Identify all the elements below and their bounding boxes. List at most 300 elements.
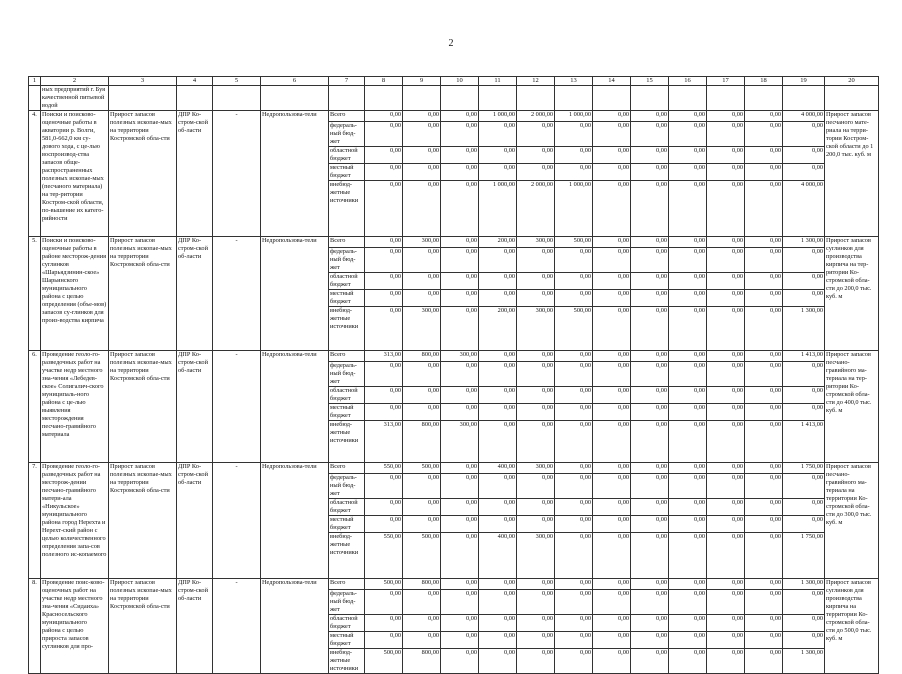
- amount-cell: 1 300,00: [783, 649, 825, 674]
- amount-cell: 1 413,00: [783, 421, 825, 463]
- activity-executor: ДПР Ко-стром-ской об-ласти: [177, 351, 213, 463]
- cell-empty: [403, 86, 441, 111]
- amount-cell: 0,00: [745, 499, 783, 516]
- amount-cell: 0,00: [593, 590, 631, 615]
- amount-cell: 0,00: [365, 111, 403, 122]
- amount-cell: 0,00: [365, 516, 403, 533]
- amount-cell: 0,00: [441, 463, 479, 474]
- amount-cell: 0,00: [555, 463, 593, 474]
- amount-cell: 0,00: [517, 579, 555, 590]
- amount-cell: 0,00: [669, 164, 707, 181]
- column-number: 9: [403, 77, 441, 86]
- amount-cell: 0,00: [631, 248, 669, 273]
- amount-cell: 0,00: [631, 273, 669, 290]
- amount-cell: 0,00: [365, 181, 403, 237]
- amount-cell: 500,00: [555, 237, 593, 248]
- amount-cell: 0,00: [441, 387, 479, 404]
- amount-cell: 0,00: [783, 164, 825, 181]
- amount-cell: 0,00: [441, 499, 479, 516]
- amount-cell: 0,00: [707, 404, 745, 421]
- activity-col5: -: [213, 237, 261, 351]
- amount-cell: 0,00: [365, 273, 403, 290]
- cell-empty: [669, 86, 707, 111]
- amount-cell: 0,00: [365, 147, 403, 164]
- amount-cell: 0,00: [403, 248, 441, 273]
- amount-cell: 0,00: [745, 111, 783, 122]
- amount-cell: 0,00: [745, 351, 783, 362]
- amount-cell: 300,00: [517, 307, 555, 351]
- amount-cell: 0,00: [631, 421, 669, 463]
- amount-cell: 0,00: [631, 122, 669, 147]
- amount-cell: 0,00: [365, 362, 403, 387]
- amount-cell: 0,00: [441, 164, 479, 181]
- activity-executor: ДПР Ко-стром-ской об-ласти: [177, 579, 213, 674]
- expected-result: Прирост запасов песчано-гравийного ма-териала на тер-ритории Ко-стромской обла-сти до 400,0 тыс. куб. м: [825, 351, 879, 463]
- amount-cell: 0,00: [745, 516, 783, 533]
- amount-cell: 0,00: [555, 362, 593, 387]
- funding-source: федераль-ный бюд-жет: [329, 474, 365, 499]
- amount-cell: 0,00: [669, 147, 707, 164]
- amount-cell: 0,00: [517, 499, 555, 516]
- cell-empty: [555, 86, 593, 111]
- activity-number: 8.: [29, 579, 41, 674]
- amount-cell: 0,00: [441, 362, 479, 387]
- amount-cell: 0,00: [593, 237, 631, 248]
- amount-cell: 0,00: [479, 615, 517, 632]
- amount-cell: 0,00: [631, 111, 669, 122]
- amount-cell: 0,00: [707, 590, 745, 615]
- amount-cell: 313,00: [365, 421, 403, 463]
- amount-cell: 300,00: [517, 463, 555, 474]
- amount-cell: 0,00: [555, 632, 593, 649]
- amount-cell: 0,00: [593, 181, 631, 237]
- column-number: 7: [329, 77, 365, 86]
- activity-col5: -: [213, 579, 261, 674]
- amount-cell: 800,00: [403, 579, 441, 590]
- amount-cell: 0,00: [593, 387, 631, 404]
- amount-cell: 0,00: [441, 516, 479, 533]
- amount-cell: 0,00: [707, 632, 745, 649]
- amount-cell: 1 300,00: [783, 307, 825, 351]
- activity-name: Поиски и поисково-оценочные работы в акватории р. Волги, 581,0-662,0 км су-дового хода, с це-лью воспроизвод-ства запасов обще-распространенных полезных ископае-мых (песчаного материала) на тер-ритории Костром-ской области, по-вышение их катего-рийности: [41, 111, 109, 237]
- amount-cell: 0,00: [479, 273, 517, 290]
- amount-cell: 0,00: [555, 615, 593, 632]
- funding-source: местный бюджет: [329, 290, 365, 307]
- funding-source: Всего: [329, 237, 365, 248]
- amount-cell: 500,00: [365, 649, 403, 674]
- amount-cell: 0,00: [555, 290, 593, 307]
- cell-empty: [29, 86, 41, 111]
- amount-cell: 0,00: [555, 499, 593, 516]
- amount-cell: 0,00: [479, 362, 517, 387]
- activity-goal: Прирост запасов полезных ископае-мых на территории Костромской обла-сти: [109, 237, 177, 351]
- amount-cell: 0,00: [365, 387, 403, 404]
- amount-cell: 0,00: [669, 181, 707, 237]
- amount-cell: 300,00: [517, 237, 555, 248]
- cell-empty: [783, 86, 825, 111]
- amount-cell: 0,00: [783, 499, 825, 516]
- amount-cell: 800,00: [403, 351, 441, 362]
- column-number: 19: [783, 77, 825, 86]
- amount-cell: 0,00: [403, 164, 441, 181]
- activity-col5: -: [213, 351, 261, 463]
- amount-cell: 0,00: [783, 632, 825, 649]
- amount-cell: 0,00: [555, 387, 593, 404]
- amount-cell: 0,00: [403, 147, 441, 164]
- funding-source: внебюд-жетные источники: [329, 649, 365, 674]
- cell-empty: [177, 86, 213, 111]
- amount-cell: 0,00: [631, 351, 669, 362]
- amount-cell: 0,00: [783, 387, 825, 404]
- amount-cell: 0,00: [669, 351, 707, 362]
- funding-source: Всего: [329, 579, 365, 590]
- activity-executor: ДПР Ко-стром-ской об-ласти: [177, 463, 213, 579]
- amount-cell: 0,00: [631, 615, 669, 632]
- amount-cell: 0,00: [631, 147, 669, 164]
- amount-cell: 300,00: [441, 421, 479, 463]
- amount-cell: 0,00: [669, 290, 707, 307]
- amount-cell: 0,00: [593, 307, 631, 351]
- table-row: [29, 111, 879, 122]
- funding-source: Всего: [329, 463, 365, 474]
- amount-cell: 0,00: [555, 579, 593, 590]
- column-number: 1: [29, 77, 41, 86]
- activity-goal: Прирост запасов полезных ископае-мых на территории Костромской обла-сти: [109, 351, 177, 463]
- amount-cell: 1 300,00: [783, 579, 825, 590]
- amount-cell: 0,00: [631, 533, 669, 579]
- amount-cell: 0,00: [479, 404, 517, 421]
- amount-cell: 800,00: [403, 421, 441, 463]
- amount-cell: 0,00: [745, 248, 783, 273]
- amount-cell: 0,00: [555, 474, 593, 499]
- amount-cell: 0,00: [669, 590, 707, 615]
- column-number: 12: [517, 77, 555, 86]
- column-number: 3: [109, 77, 177, 86]
- amount-cell: 0,00: [593, 248, 631, 273]
- amount-cell: 500,00: [403, 533, 441, 579]
- amount-cell: 0,00: [441, 533, 479, 579]
- amount-cell: 0,00: [631, 237, 669, 248]
- activity-name: Проведение геоло-го-разведочных работ на месторож-дении песчано-гравийного матери-ала «Никульское» муниципального района город Нерехта и Нерехт-ский район с целью количественного определения запа-сов полезного ис-копаемого: [41, 463, 109, 579]
- amount-cell: 0,00: [403, 632, 441, 649]
- amount-cell: 0,00: [745, 273, 783, 290]
- amount-cell: 0,00: [479, 164, 517, 181]
- amount-cell: 0,00: [479, 248, 517, 273]
- amount-cell: 0,00: [479, 499, 517, 516]
- amount-cell: 0,00: [517, 387, 555, 404]
- amount-cell: 0,00: [403, 387, 441, 404]
- table-row: [29, 463, 879, 474]
- activity-partner: Недропользова-тели: [261, 463, 329, 579]
- amount-cell: 0,00: [365, 499, 403, 516]
- activity-name: Проведение поис-ково-оценочных работ на участке недр местного зна-чения «Сидаиха» Красносельского муниципального района с целью прироста запасов суглинков для про-: [41, 579, 109, 674]
- amount-cell: 0,00: [555, 248, 593, 273]
- amount-cell: 0,00: [745, 474, 783, 499]
- amount-cell: 0,00: [555, 147, 593, 164]
- amount-cell: 0,00: [517, 273, 555, 290]
- amount-cell: 0,00: [707, 463, 745, 474]
- amount-cell: 0,00: [745, 615, 783, 632]
- amount-cell: 0,00: [745, 387, 783, 404]
- amount-cell: 0,00: [707, 290, 745, 307]
- table-row: [29, 351, 879, 362]
- amount-cell: 0,00: [669, 533, 707, 579]
- amount-cell: 0,00: [669, 307, 707, 351]
- amount-cell: 0,00: [745, 147, 783, 164]
- amount-cell: 0,00: [441, 404, 479, 421]
- amount-cell: 500,00: [403, 463, 441, 474]
- column-number: 16: [669, 77, 707, 86]
- amount-cell: 0,00: [517, 421, 555, 463]
- amount-cell: 550,00: [365, 533, 403, 579]
- amount-cell: 0,00: [707, 147, 745, 164]
- amount-cell: 1 000,00: [555, 111, 593, 122]
- amount-cell: 0,00: [707, 499, 745, 516]
- column-number: 17: [707, 77, 745, 86]
- amount-cell: 0,00: [441, 290, 479, 307]
- amount-cell: 0,00: [707, 307, 745, 351]
- amount-cell: 0,00: [745, 421, 783, 463]
- column-number: 15: [631, 77, 669, 86]
- amount-cell: 0,00: [593, 290, 631, 307]
- amount-cell: 0,00: [669, 632, 707, 649]
- funding-source: местный бюджет: [329, 404, 365, 421]
- amount-cell: 0,00: [593, 516, 631, 533]
- column-number: 5: [213, 77, 261, 86]
- amount-cell: 0,00: [479, 290, 517, 307]
- amount-cell: 200,00: [479, 237, 517, 248]
- amount-cell: 0,00: [669, 463, 707, 474]
- funding-source: внебюд-жетные источники: [329, 421, 365, 463]
- amount-cell: 0,00: [707, 387, 745, 404]
- amount-cell: 0,00: [517, 590, 555, 615]
- amount-cell: 0,00: [365, 248, 403, 273]
- column-number: 20: [825, 77, 879, 86]
- funding-source: федераль-ный бюд-жет: [329, 362, 365, 387]
- funding-source: областной бюджет: [329, 387, 365, 404]
- cell-empty: [825, 86, 879, 111]
- amount-cell: 300,00: [441, 351, 479, 362]
- amount-cell: 0,00: [707, 533, 745, 579]
- amount-cell: 0,00: [707, 615, 745, 632]
- amount-cell: 0,00: [631, 474, 669, 499]
- activity-executor: ДПР Ко-стром-ской об-ласти: [177, 111, 213, 237]
- column-number: 10: [441, 77, 479, 86]
- funding-source: внебюд-жетные источники: [329, 307, 365, 351]
- amount-cell: 0,00: [631, 579, 669, 590]
- amount-cell: 0,00: [745, 533, 783, 579]
- amount-cell: 0,00: [707, 164, 745, 181]
- funding-source: областной бюджет: [329, 147, 365, 164]
- amount-cell: 0,00: [593, 122, 631, 147]
- activity-name: Поиски и поисково-оценочные работы в районе месторож-дения суглинков «Шарьядзинин-ское» Шарьинского муниципального района с целью определения (объе-мов) запасов су-глинков для произ-водства кирпича: [41, 237, 109, 351]
- amount-cell: 0,00: [365, 290, 403, 307]
- amount-cell: 0,00: [745, 237, 783, 248]
- amount-cell: 0,00: [365, 474, 403, 499]
- amount-cell: 0,00: [707, 248, 745, 273]
- activity-partner: Недропользова-тели: [261, 237, 329, 351]
- column-number-row: [29, 77, 879, 86]
- amount-cell: 0,00: [669, 421, 707, 463]
- amount-cell: 0,00: [707, 237, 745, 248]
- cell-empty: [593, 86, 631, 111]
- page-number: 2: [448, 38, 454, 49]
- amount-cell: 0,00: [745, 122, 783, 147]
- amount-cell: 0,00: [783, 516, 825, 533]
- amount-cell: 0,00: [441, 579, 479, 590]
- amount-cell: 0,00: [631, 362, 669, 387]
- activity-goal: Прирост запасов полезных ископае-мых на территории Костромской обла-сти: [109, 579, 177, 674]
- amount-cell: 0,00: [631, 404, 669, 421]
- amount-cell: 0,00: [669, 615, 707, 632]
- amount-cell: 0,00: [365, 164, 403, 181]
- amount-cell: 800,00: [403, 649, 441, 674]
- funding-source: федераль-ный бюд-жет: [329, 590, 365, 615]
- amount-cell: 0,00: [631, 290, 669, 307]
- amount-cell: 2 000,00: [517, 181, 555, 237]
- amount-cell: 0,00: [517, 248, 555, 273]
- amount-cell: 0,00: [441, 307, 479, 351]
- activity-number: 4.: [29, 111, 41, 237]
- cell-continuation-text: ных предприятий г. Буя качественной питьевой водой: [41, 86, 109, 111]
- continuation-row: [29, 86, 879, 111]
- amount-cell: 0,00: [707, 111, 745, 122]
- amount-cell: 1 413,00: [783, 351, 825, 362]
- amount-cell: 0,00: [479, 147, 517, 164]
- amount-cell: 400,00: [479, 463, 517, 474]
- amount-cell: 0,00: [403, 590, 441, 615]
- cell-empty: [745, 86, 783, 111]
- funding-source: местный бюджет: [329, 516, 365, 533]
- amount-cell: 0,00: [441, 649, 479, 674]
- expected-result: Прирост запасов суглинков для производства кирпича на территории Ко-стромской обла-сти до 500,0 тыс. куб. м: [825, 579, 879, 674]
- amount-cell: 0,00: [707, 362, 745, 387]
- amount-cell: 0,00: [593, 499, 631, 516]
- amount-cell: 0,00: [707, 273, 745, 290]
- amount-cell: 0,00: [745, 590, 783, 615]
- amount-cell: 0,00: [517, 404, 555, 421]
- amount-cell: 0,00: [403, 181, 441, 237]
- amount-cell: 0,00: [745, 362, 783, 387]
- amount-cell: 0,00: [669, 516, 707, 533]
- amount-cell: 0,00: [517, 615, 555, 632]
- activity-partner: Недропользова-тели: [261, 579, 329, 674]
- amount-cell: 0,00: [517, 516, 555, 533]
- amount-cell: 0,00: [593, 615, 631, 632]
- amount-cell: 0,00: [365, 237, 403, 248]
- activity-goal: Прирост запасов полезных ископае-мых на территории Костромской обла-сти: [109, 111, 177, 237]
- amount-cell: 0,00: [403, 273, 441, 290]
- amount-cell: 0,00: [555, 533, 593, 579]
- amount-cell: 0,00: [631, 499, 669, 516]
- amount-cell: 0,00: [745, 463, 783, 474]
- amount-cell: 0,00: [593, 649, 631, 674]
- amount-cell: 0,00: [555, 351, 593, 362]
- amount-cell: 0,00: [479, 474, 517, 499]
- cell-empty: [365, 86, 403, 111]
- amount-cell: 0,00: [745, 404, 783, 421]
- amount-cell: 1 300,00: [783, 237, 825, 248]
- amount-cell: 0,00: [707, 516, 745, 533]
- activity-number: 5.: [29, 237, 41, 351]
- amount-cell: 0,00: [593, 362, 631, 387]
- cell-empty: [329, 86, 365, 111]
- amount-cell: 0,00: [365, 307, 403, 351]
- amount-cell: 550,00: [365, 463, 403, 474]
- funding-source: внебюд-жетные источники: [329, 181, 365, 237]
- amount-cell: 1 750,00: [783, 533, 825, 579]
- amount-cell: 0,00: [365, 615, 403, 632]
- amount-cell: 0,00: [783, 362, 825, 387]
- amount-cell: 0,00: [745, 579, 783, 590]
- amount-cell: 0,00: [669, 273, 707, 290]
- amount-cell: 0,00: [403, 290, 441, 307]
- amount-cell: 0,00: [403, 516, 441, 533]
- activity-partner: Недропользова-тели: [261, 351, 329, 463]
- amount-cell: 0,00: [555, 164, 593, 181]
- amount-cell: 0,00: [783, 404, 825, 421]
- column-number: 18: [745, 77, 783, 86]
- amount-cell: 0,00: [479, 590, 517, 615]
- amount-cell: 400,00: [479, 533, 517, 579]
- column-number: 13: [555, 77, 593, 86]
- amount-cell: 4 000,00: [783, 111, 825, 122]
- amount-cell: 0,00: [745, 181, 783, 237]
- column-number: 2: [41, 77, 109, 86]
- funding-source: областной бюджет: [329, 499, 365, 516]
- column-number: 14: [593, 77, 631, 86]
- amount-cell: 0,00: [403, 122, 441, 147]
- amount-cell: 0,00: [555, 421, 593, 463]
- activity-number: 7.: [29, 463, 41, 579]
- expected-result: Прирост запасов суглинков для производства кирпича на тер-ритории Ко-стромской обла-сти до 200,0 тыс. куб. м: [825, 237, 879, 351]
- column-number: 11: [479, 77, 517, 86]
- amount-cell: 0,00: [441, 248, 479, 273]
- activity-col5: -: [213, 463, 261, 579]
- cell-empty: [261, 86, 329, 111]
- amount-cell: 0,00: [745, 649, 783, 674]
- amount-cell: 300,00: [403, 237, 441, 248]
- amount-cell: 0,00: [631, 590, 669, 615]
- amount-cell: 0,00: [479, 351, 517, 362]
- amount-cell: 0,00: [555, 273, 593, 290]
- cell-empty: [479, 86, 517, 111]
- amount-cell: 0,00: [403, 474, 441, 499]
- amount-cell: 500,00: [365, 579, 403, 590]
- amount-cell: 0,00: [365, 122, 403, 147]
- amount-cell: 0,00: [631, 463, 669, 474]
- amount-cell: 0,00: [593, 474, 631, 499]
- amount-cell: 313,00: [365, 351, 403, 362]
- table-row: [29, 579, 879, 590]
- amount-cell: 0,00: [403, 362, 441, 387]
- amount-cell: 0,00: [631, 181, 669, 237]
- amount-cell: 0,00: [745, 164, 783, 181]
- cell-empty: [213, 86, 261, 111]
- amount-cell: 0,00: [441, 237, 479, 248]
- amount-cell: 0,00: [593, 632, 631, 649]
- activity-col5: -: [213, 111, 261, 237]
- amount-cell: 0,00: [479, 516, 517, 533]
- amount-cell: 0,00: [631, 164, 669, 181]
- amount-cell: 0,00: [707, 181, 745, 237]
- amount-cell: 0,00: [669, 362, 707, 387]
- amount-cell: 0,00: [479, 649, 517, 674]
- amount-cell: 0,00: [593, 164, 631, 181]
- amount-cell: 0,00: [669, 474, 707, 499]
- expected-result: Прирост запасов песчано-гравийного ма-териала на территории Ко-стромской обла-сти до 300,0 тыс. куб. м: [825, 463, 879, 579]
- amount-cell: 0,00: [365, 590, 403, 615]
